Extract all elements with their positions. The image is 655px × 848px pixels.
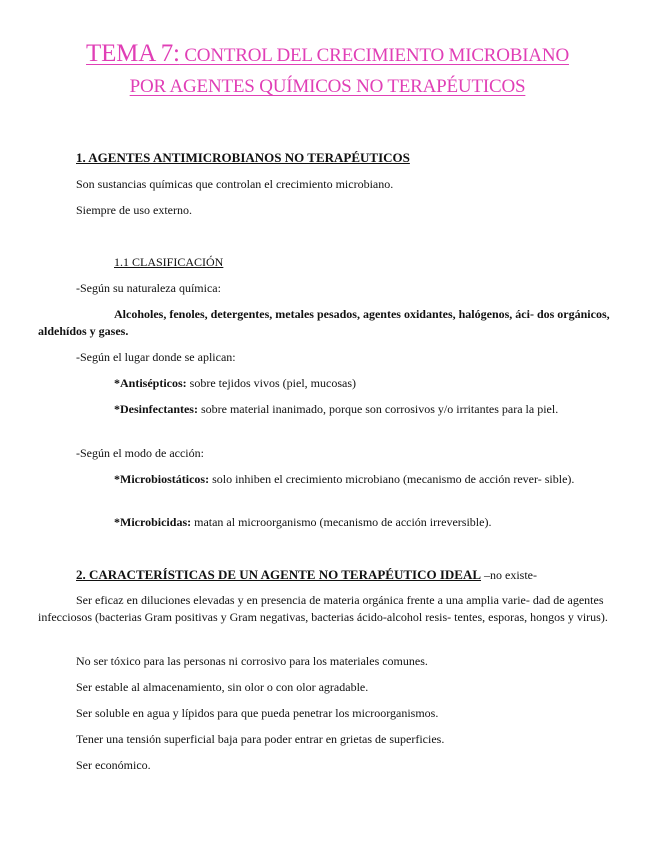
- definition-term: *Microbicidas:: [114, 515, 192, 529]
- definition-item: [114, 514, 616, 531]
- characteristic-item: Ser estable al almacenamiento, sin olor o con olor agradable.: [76, 680, 369, 694]
- section-1-heading: 1. AGENTES ANTIMICROBIANOS NO TERAPÉUTICOS: [76, 150, 410, 165]
- section-2-heading-note: –no existe-: [481, 568, 538, 582]
- characteristic-item: Ser económico.: [76, 758, 151, 772]
- title-line-1: [0, 38, 655, 72]
- classification-label: -Según su naturaleza química:: [76, 281, 221, 295]
- characteristic-item: Tener una tensión superficial baja para poder entrar en grietas de superficies.: [76, 732, 445, 746]
- title-line-2: POR AGENTES QUÍMICOS NO TERAPÉUTICOS: [129, 76, 526, 97]
- characteristic-item: No ser tóxico para las personas ni corrosivo para los materiales comunes.: [76, 654, 428, 668]
- classification-label: -Según el lugar donde se aplican:: [76, 350, 236, 364]
- subsection-heading: 1.1 CLASIFICACIÓN: [114, 255, 224, 269]
- definition-item: [38, 401, 616, 418]
- naturaleza-list-text: Alcoholes, fenoles, detergentes, metales pesados, agentes oxidantes, halógenos, áci- dos orgánicos, aldehídos y gases.: [38, 307, 610, 338]
- definition-item: [38, 471, 616, 488]
- definition-term: *Desinfectantes:: [114, 402, 198, 416]
- section-1-paragraph: Son sustancias químicas que controlan el crecimiento microbiano.: [76, 177, 394, 191]
- title-tema: TEMA 7:: [86, 40, 180, 67]
- definition-text: solo inhiben el crecimiento microbiano (mecanismo de acción rever- sible).: [209, 472, 575, 486]
- characteristic-item: Ser eficaz en diluciones elevadas y en presencia de materia orgánica frente a una amplia varie- dad de agentes infecciosos (bacterias Gram positivas y Gram negativas, bacterias ácido-alcohol resis- tentes, esporas, hongos y virus).: [38, 593, 608, 624]
- title-topic: CONTROL DEL CRECIMIENTO MICROBIANO: [179, 45, 569, 66]
- document-title: [0, 38, 655, 102]
- definition-text: sobre tejidos vivos (piel, mucosas): [186, 376, 356, 390]
- definition-text: matan al microorganismo (mecanismo de acción irreversible).: [191, 515, 492, 529]
- definition-item: [114, 375, 616, 392]
- definition-text: sobre material inanimado, porque son corrosivos y/o irritantes para la piel.: [197, 402, 559, 416]
- classification-label: -Según el modo de acción:: [76, 446, 204, 460]
- definition-term: *Microbiostáticos:: [114, 472, 210, 486]
- section-1-paragraph: Siempre de uso externo.: [76, 203, 192, 217]
- definition-term: *Antisépticos:: [114, 376, 187, 390]
- section-2-heading: [76, 566, 616, 584]
- naturaleza-list: [38, 306, 616, 340]
- characteristic-item: Ser soluble en agua y lípidos para que pueda penetrar los microorganismos.: [76, 706, 439, 720]
- section-2-heading-text: 2. CARACTERÍSTICAS DE UN AGENTE NO TERAPÉUTICO IDEAL: [76, 567, 482, 582]
